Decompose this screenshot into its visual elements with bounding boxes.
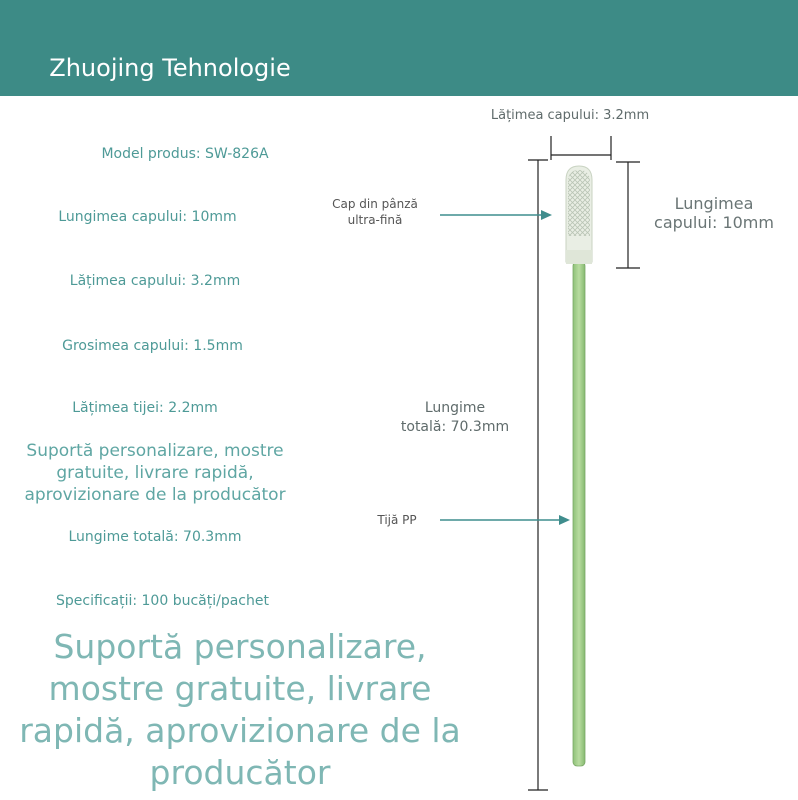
- head-callout-arrow: [440, 210, 552, 220]
- spec-package: Specificații: 100 bucăți/pachet: [56, 593, 269, 609]
- stick-callout-arrow: [440, 515, 570, 525]
- spec-stick-width: Lățimea tijei: 2.2mm: [72, 400, 218, 416]
- total-length-dimension: [528, 160, 548, 790]
- brand-line-2: Fără Praf: [117, 118, 223, 146]
- spec-head-width: Lățimea capului: 3.2mm: [69, 273, 241, 289]
- head-width-label: Lățimea capului: 3.2mm: [490, 108, 650, 123]
- spec-total-length: Lungime totală: 70.3mm: [68, 529, 242, 545]
- spec-head-thickness: Grosimea capului: 1.5mm: [62, 338, 243, 354]
- swab-stick: [573, 262, 585, 766]
- promo-text-small: Suportă personalizare, mostre gratuite, livrare rapidă, aprovizionare de la producător: [24, 441, 286, 505]
- total-length-line-1: Lungime: [424, 400, 486, 416]
- head-width-dimension: [551, 136, 611, 160]
- stick-material-callout: Tijă PP: [377, 513, 417, 527]
- total-length-line-2: totală: 70.3mm: [400, 419, 510, 435]
- spec-model: Model produs: SW-826A: [101, 146, 269, 162]
- head-length-line-2: capului: 10mm: [654, 213, 774, 232]
- promo-text-big: Suportă personalizare, mostre gratuite, livrare rapidă, aprovizionare de la producător: [19, 627, 461, 792]
- brand-line-1: Zhuojing Tehnologie: [49, 54, 291, 82]
- swab-head: [566, 166, 592, 264]
- spec-head-length: Lungimea capului: 10mm: [58, 209, 237, 225]
- head-length-dimension: [616, 162, 640, 268]
- head-length-line-1: Lungimea: [674, 194, 754, 213]
- head-material-line-1: Cap din pânză: [332, 197, 418, 211]
- head-material-line-2: ultra-fină: [347, 213, 403, 227]
